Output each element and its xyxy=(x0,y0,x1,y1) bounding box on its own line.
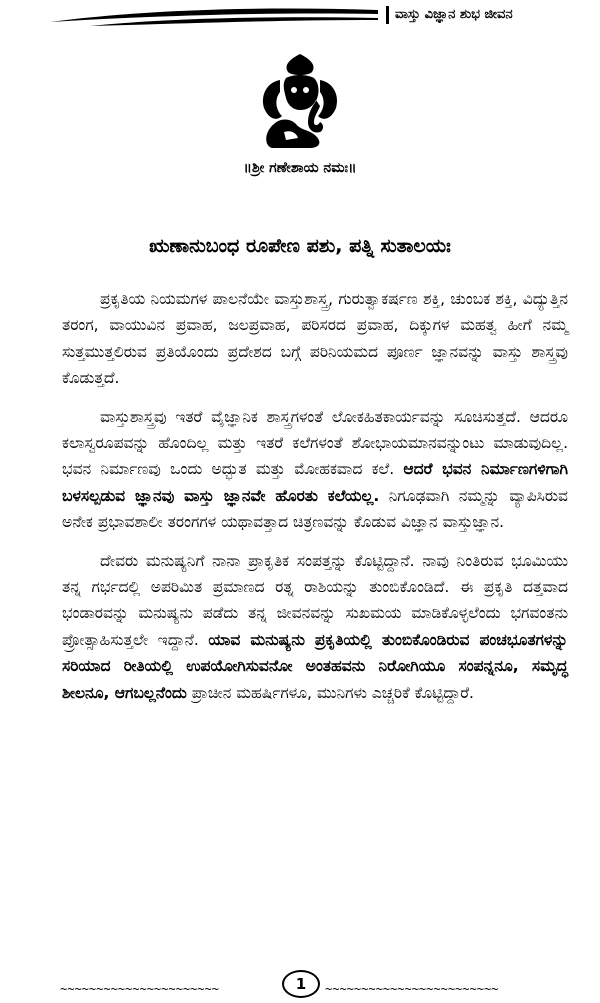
page-heading: ಋಣಾನುಬಂಧ ರೂಪೇಣ ಪಶು, ಪತ್ನಿ ಸುತಾಲಯಃ xyxy=(149,235,451,257)
running-header-title: ವಾಸ್ತು ವಿಜ್ಞಾನ ಶುಭ ಜೀವನ xyxy=(386,6,513,24)
paragraph-3-tail-text: ಪ್ರಾಚೀನ ಮಹರ್ಷಿಗಳೂ, ಮುನಿಗಳು ಎಚ್ಚರಿಕೆ ಕೊಟ್ಟಿದ್ದಾರೆ. xyxy=(191,683,474,702)
page-footer xyxy=(0,968,600,1000)
paragraph-2-bold-text: ಆದರೆ ಭವನ ನಿರ್ಮಾಣಗಳಿಗಾಗಿ ಬಳಸಲ್ಪಡುವ ಜ್ಞಾನವು ವಾಸ್ತು ಜ್ಞಾನವೇ ಹೊರತು ಕಲೆಯಲ್ಲ. xyxy=(62,460,568,505)
paragraph-2 xyxy=(62,404,568,536)
header-swoosh-ornament xyxy=(0,2,380,32)
footer-rule-right: ~~~~~~~~~~~~~~~~~~~~~~~~ xyxy=(325,982,499,996)
paragraph-2-text: ವಾಸ್ತುಶಾಸ್ತ್ರವು ಇತರೆ ವೈಜ್ಞಾನಿಕ ಶಾಸ್ತ್ರಗಳಂತೆ ಲೋಕಹಿತಕಾರ್ಯವನ್ನು ಸೂಚಿಸುತ್ತದೆ. ಆದರೂ ಕಲಾಸ್ವರೂಪವನ್ನು ಹೊಂದಿಲ್ಲ ಮತ್ತು ಇತರೆ ಕಲೆಗಳಂತೆ ಶೋಭಾಯಮಾನವನ್ನುಂಟು ಮಾಡುವುದಿಲ್ಲ. ಭವನ ನಿರ್ಮಾಣವು ಒಂದು ಅದ್ಭುತ ಮತ್ತು ಮೋಹಕವಾದ ಕಲೆ. xyxy=(62,407,568,479)
paragraph-3-text: ದೇವರು ಮನುಷ್ಯನಿಗೆ ನಾನಾ ಪ್ರಾಕೃತಿಕ ಸಂಪತ್ತನ್ನು ಕೊಟ್ಟಿದ್ದಾನೆ. ನಾವು ನಿಂತಿರುವ ಭೂಮಿಯು ತನ್ನ ಗರ್ಭದಲ್ಲಿ ಅಪರಿಮಿತ ಪ್ರಮಾಣದ ರತ್ನ ರಾಶಿಯನ್ನು ತುಂಬಿಕೊಂಡಿದೆ. ಈ ಪ್ರಕೃತಿ ದತ್ತವಾದ ಭಂಡಾರವನ್ನು ಮನುಷ್ಯನು ಪಡೆದು ತನ್ನ ಜೀವನವನ್ನು ಸುಖಮಯ ಮಾಡಿಕೊಳ್ಳಲೆಂದು ಭಗವಂತನು ಪ್ರೋತ್ಸಾಹಿಸುತ್ತಲೇ ಇದ್ದಾನೆ. xyxy=(62,551,568,649)
page-number: 1 xyxy=(282,970,320,998)
footer-rule-left: ~~~~~~~~~~~~~~~~~~~~~~ xyxy=(60,982,219,996)
paragraph-3 xyxy=(62,548,568,706)
ganesha-emblem-icon xyxy=(250,52,350,150)
invocation-line: ॥ಶ್ರೀ ಗಣೇಶಾಯ ನಮಃ॥ xyxy=(243,160,357,176)
running-header xyxy=(0,0,600,40)
body-text xyxy=(62,286,568,718)
paragraph-1: ಪ್ರಕೃತಿಯ ನಿಯಮಗಳ ಪಾಲನೆಯೇ ವಾಸ್ತುಶಾಸ್ತ್ರ, ಗುರುತ್ವಾಕರ್ಷಣ ಶಕ್ತಿ, ಚುಂಬಕ ಶಕ್ತಿ, ವಿದ್ಯುತ್ತಿನ ತರಂಗ, ವಾಯುವಿನ ಪ್ರವಾಹ, ಜಲಪ್ರವಾಹ, ಪರಿಸರದ ಪ್ರವಾಹ, ದಿಕ್ಕುಗಳ ಮಹತ್ವ ಹೀಗೆ ನಮ್ಮ ಸುತ್ತಮುತ್ತಲಿರುವ ಪ್ರತಿಯೊಂದು ಪ್ರದೇಶದ ಬಗ್ಗೆ ಪರಿನಿಯಮದ ಪೂರ್ಣ ಜ್ಞಾನವನ್ನು ವಾಸ್ತು ಶಾಸ್ತ್ರವು ಕೊಡುತ್ತದೆ. xyxy=(62,290,568,388)
paragraph-3-bold-text: ಯಾವ ಮನುಷ್ಯನು ಪ್ರಕೃತಿಯಲ್ಲಿ ತುಂಬಿಕೊಂಡಿರುವ ಪಂಚಭೂತಗಳನ್ನು ಸರಿಯಾದ ರೀತಿಯಲ್ಲಿ ಉಪಯೋಗಿಸುವನೋ ಅಂತಹವನು ನಿರೋಗಿಯೂ ಸಂಪನ್ನನೂ, ಸಮೃದ್ಧ ಶೀಲನೂ, ಆಗಬಲ್ಲನೆಂದು xyxy=(62,630,568,702)
paragraph-2-tail-text: ನಿಗೂಢವಾಗಿ ನಮ್ಮನ್ನು ವ್ಯಾಪಿಸಿರುವ ಅನೇಕ ಪ್ರಭಾವಶಾಲೀ ತರಂಗಗಳ ಯಥಾವತ್ತಾದ ಚಿತ್ರಣವನ್ನು ಕೊಡುವ ವಿಜ್ಞಾನ ವಾಸ್ತುಜ್ಞಾನ. xyxy=(62,486,568,532)
